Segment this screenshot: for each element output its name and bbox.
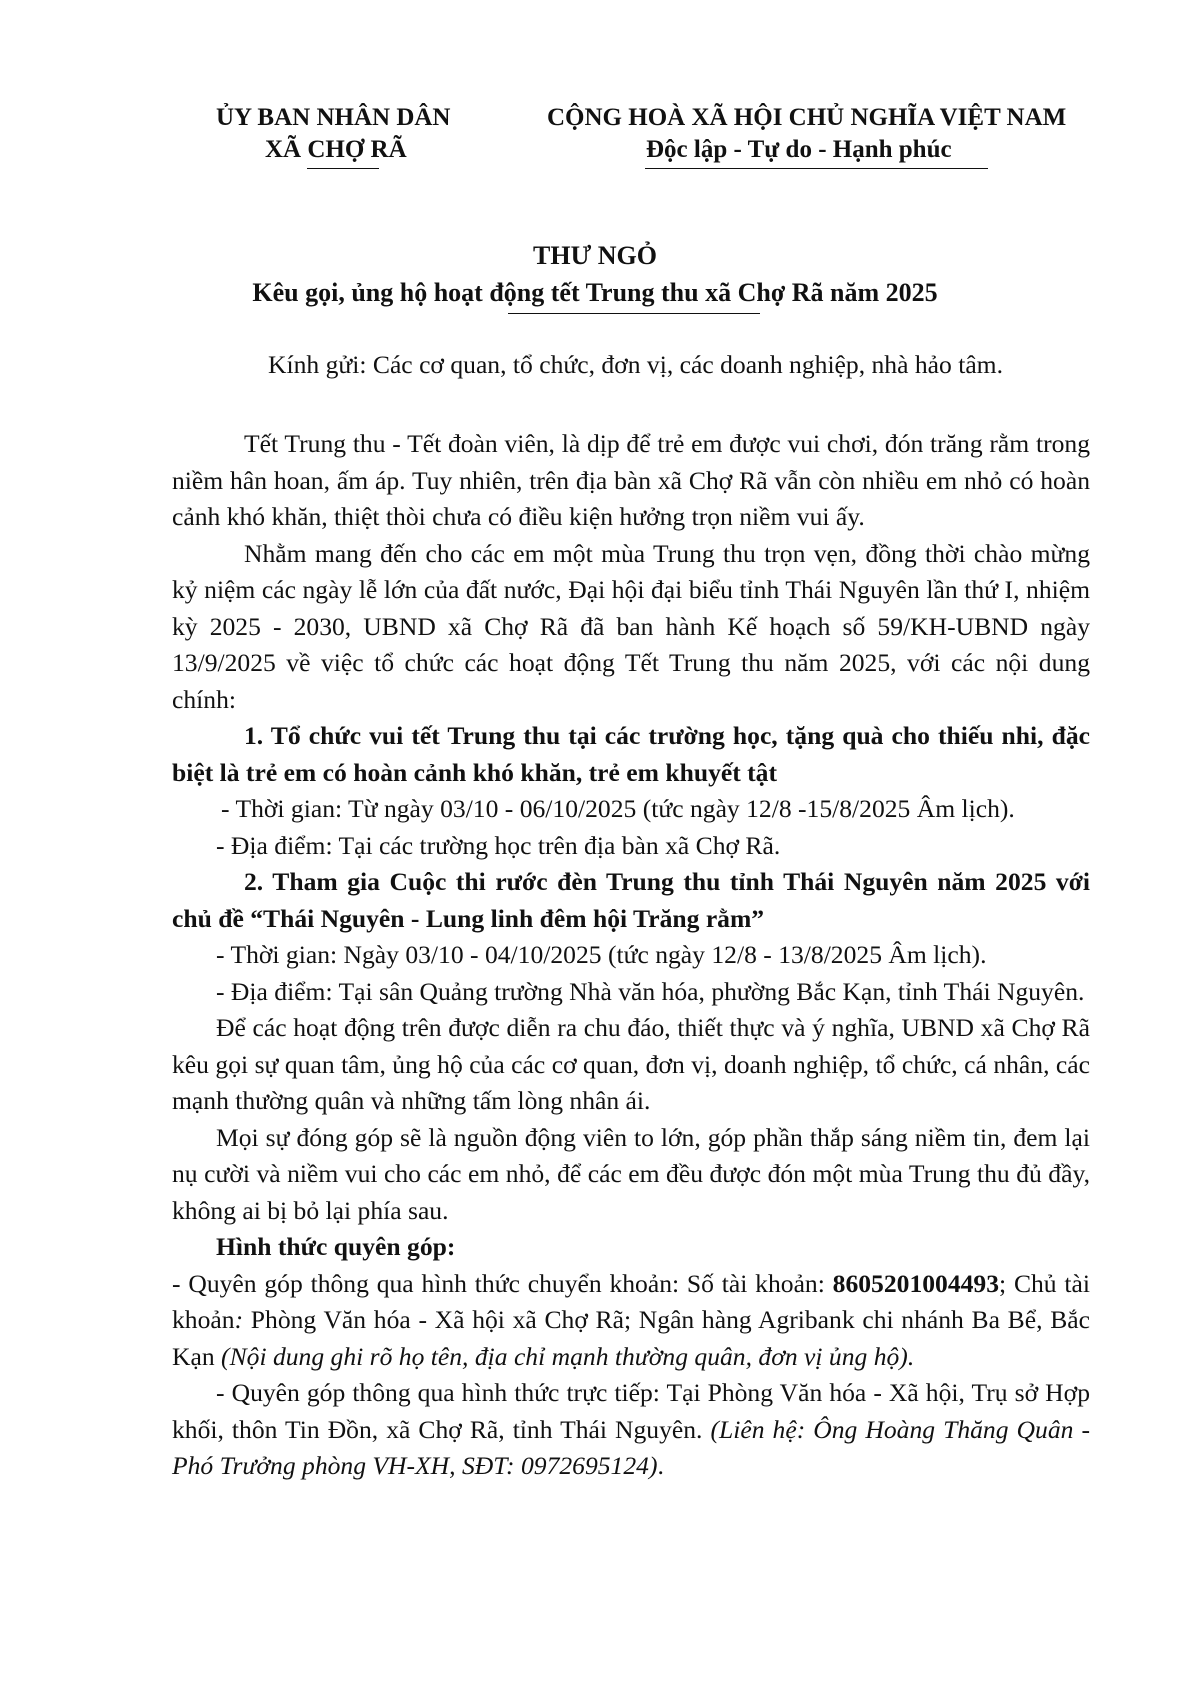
direct-contact: (Liên hệ: Ông Hoàng Thăng Quân - Phó Trưởng phòng VH-XH, SĐT: 0972695124): [172, 1414, 1090, 1480]
nation-motto: Độc lập - Tự do - Hạnh phúc: [646, 136, 952, 163]
org-underline: [307, 168, 379, 169]
paragraph-encourage: Mọi sự đóng góp sẽ là nguồn động viên to lớn, góp phần thắp sáng niềm tin, đem lại nụ cười và niềm vui cho các em nhỏ, để các em đều được đón một mùa Trung thu đủ đầy, không ai bị bỏ lại phía sau.: [172, 1122, 1090, 1225]
motto-underline: [645, 168, 988, 169]
paragraph-intro: Tết Trung thu - Tết đoàn viên, là dịp để trẻ em được vui chơi, đón trăng rằm trong niềm hân hoan, ấm áp. Tuy nhiên, trên địa bàn xã Chợ Rã vẫn còn nhiều em nhỏ có hoàn cảnh khó khăn, thiệt thòi chưa có điều kiện hưởng trọn niềm vui ấy.: [172, 429, 1090, 531]
account-number: 8605201004493: [832, 1268, 1000, 1298]
org-name: ỦY BAN NHÂN DÂN: [216, 104, 451, 131]
salutation: Kính gửi: Các cơ quan, tổ chức, đơn vị, các doanh nghiệp, nhà hảo tâm.: [268, 350, 1003, 379]
account-owner-colon: :: [234, 1305, 244, 1334]
item2-time: - Thời gian: Ngày 03/10 - 04/10/2025 (tức ngày 12/8 - 13/8/2025 Âm lịch).: [216, 940, 987, 969]
item1-place: - Địa điểm: Tại các trường học trên địa bàn xã Chợ Rã.: [216, 830, 781, 860]
item1-time: - Thời gian: Từ ngày 03/10 - 06/10/2025 (tức ngày 12/8 -15/8/2025 Âm lịch).: [221, 794, 1015, 823]
paragraph-appeal: Để các hoạt động trên được diễn ra chu đáo, thiết thực và ý nghĩa, UBND xã Chợ Rã kêu gọi sự quan tâm, ủng hộ của các cơ quan, đơn vị, doanh nghiệp, tổ chức, cá nhân, các mạnh thường quân và những tấm lòng nhân ái.: [172, 1013, 1090, 1115]
paragraph-plan: Nhằm mang đến cho các em một mùa Trung thu trọn vẹn, đồng thời chào mừng kỷ niệm các ngày lễ lớn của đất nước, Đại hội đại biểu tỉnh Thái Nguyên lần thứ I, nhiệm kỳ 2025 - 2030, UBND xã Chợ Rã đã ban hành Kế hoạch số 59/KH-UBND ngày 13/9/2025 về việc tổ chức các hoạt động Tết Trung thu năm 2025, với các nội dung chính:: [172, 538, 1090, 714]
donation-direct: [172, 1375, 1090, 1485]
item1-title: 1. Tổ chức vui tết Trung thu tại các trường học, tặng quà cho thiếu nhi, đặc biệt là trẻ em có hoàn cảnh khó khăn, trẻ em khuyết tật: [172, 721, 1090, 787]
org-commune: XÃ CHỢ RÃ: [265, 136, 407, 163]
account-owner-bank: Phòng Văn hóa - Xã hội xã Chợ Rã; Ngân hàng Agribank chi nhánh Ba Bể, Bắc Kạn: [172, 1305, 1090, 1371]
item2-title: 2. Tham gia Cuộc thi rước đèn Trung thu tỉnh Thái Nguyên năm 2025 với chủ đề “Thái Nguyên - Lung linh đêm hội Trăng rằm”: [172, 867, 1090, 933]
subtitle-underline: [508, 313, 760, 314]
letter-subtitle: Kêu gọi, ủng hộ hoạt động tết Trung thu xã Chợ Rã năm 2025: [252, 278, 938, 307]
nation-title: CỘNG HOÀ XÃ HỘI CHỦ NGHĨA VIỆT NAM: [547, 104, 1067, 131]
letter-title: THƯ NGỎ: [533, 241, 657, 270]
transfer-prefix: - Quyên góp thông qua hình thức chuyển khoản: Số tài khoản:: [172, 1268, 833, 1298]
direct-end: .: [657, 1451, 664, 1480]
direct-text: - Quyên góp thông qua hình thức trực tiếp: Tại Phòng Văn hóa - Xã hội, Trụ sở Hợp khối, thôn Tin Đồn, xã Chợ Rã, tỉnh Thái Nguyên.: [172, 1378, 1090, 1444]
transfer-note: (Nội dung ghi rõ họ tên, địa chỉ mạnh thường quân, đơn vị ủng hộ).: [221, 1341, 915, 1371]
donation-heading: Hình thức quyên góp:: [216, 1232, 456, 1261]
account-owner-label: ; Chủ tài khoản: [172, 1268, 1091, 1334]
donation-transfer: [172, 1266, 1090, 1376]
letter-body: [172, 426, 1090, 1485]
item2-place: - Địa điểm: Tại sân Quảng trường Nhà văn hóa, phường Bắc Kạn, tỉnh Thái Nguyên.: [216, 976, 1085, 1006]
